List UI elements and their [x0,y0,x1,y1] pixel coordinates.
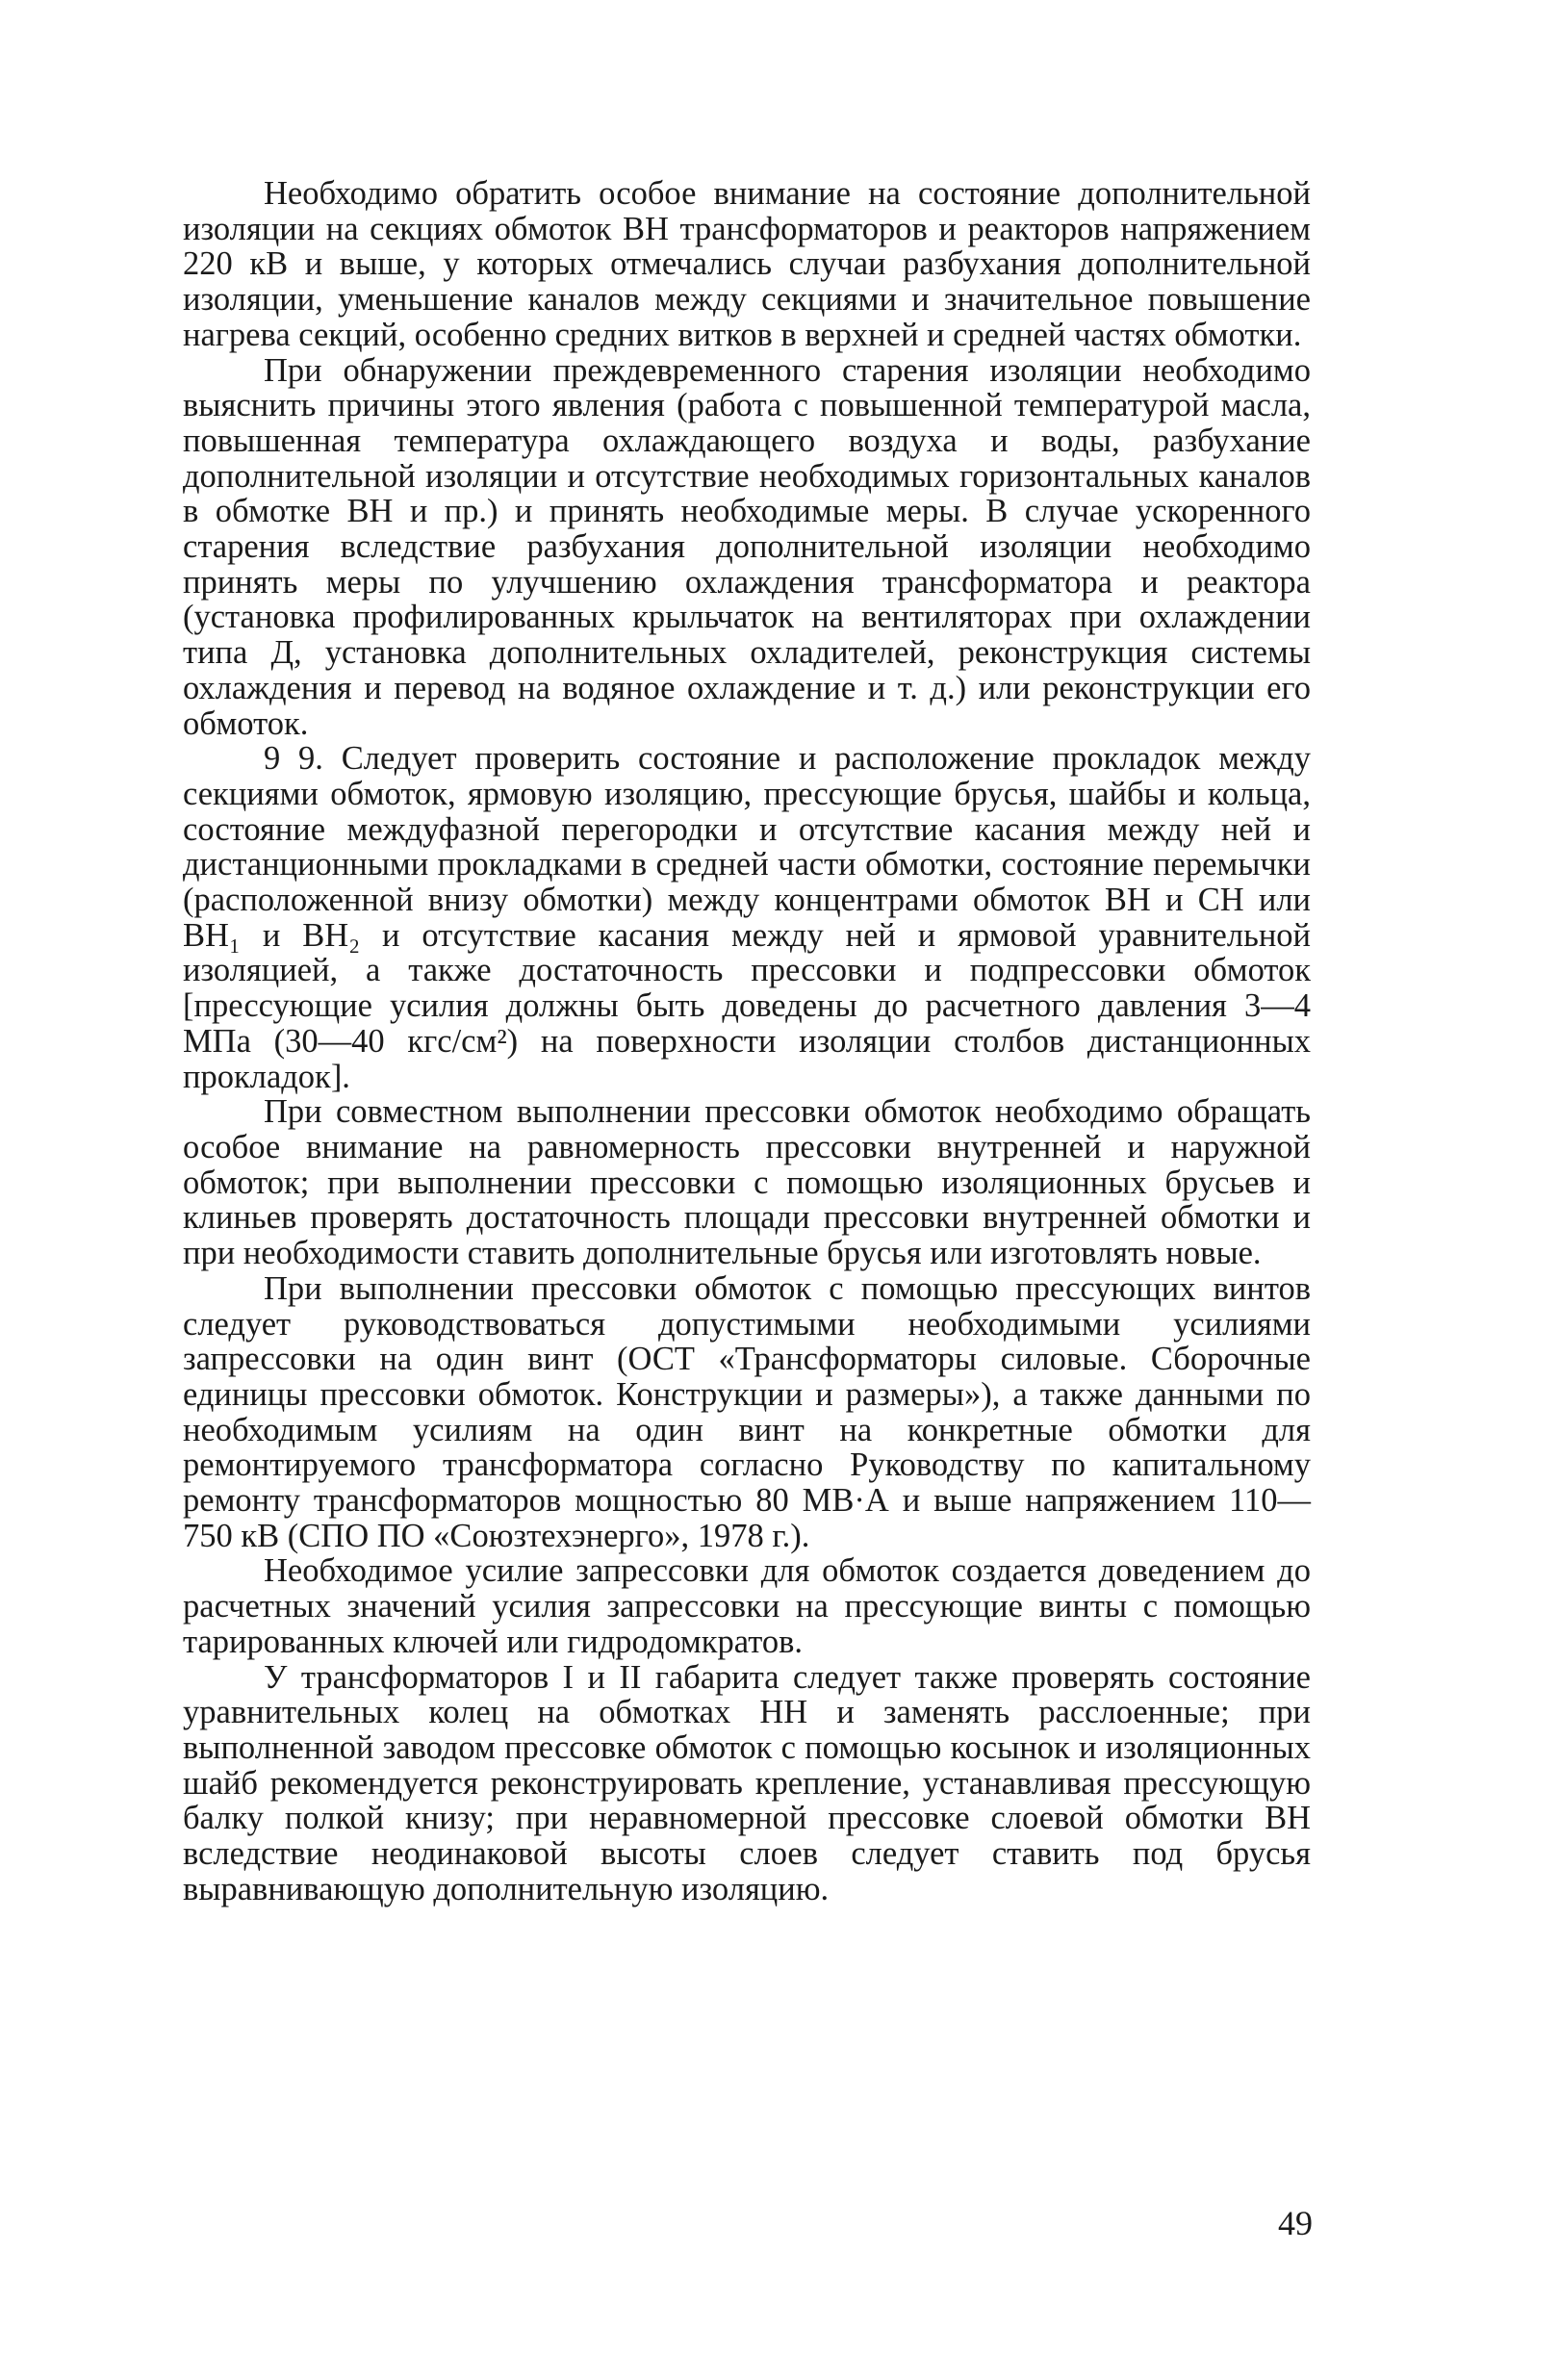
paragraph-premature-aging: При обнаружении преждевременного старения изоляции необходимо выяснить причины этого явления (работа с повышенной температурой масла, повышенная температура охлаждающего воздуха и воды, разбухание дополнительной изоляции и отсутствие необходимых горизонтальных каналов в обмотке ВН и пр.) и принять необходимые меры. В случае ускоренного старения вследствие разбухания дополнительной изоляции необходимо принять меры по улучшению охлаждения трансформатора и реактора (установка профилированных крыльчаток на вентиляторах при охлаждении типа Д, установка дополнительных охладителей, реконструкция системы охлаждения и перевод на водяное охлаждение и т. д.) или реконструкции его обмоток. [183,351,1311,742]
paragraph-insulation-attention: Необходимо обратить особое внимание на состояние дополнительной изоляции на секциях обмоток ВН трансформаторов и реакторов напряжением 220 кВ и выше, у которых отмечались случаи разбухания дополнительной изоляции, уменьшение каналов между секциями и значительное повышение нагрева секций, особенно средних витков в верхней и средней частях обмотки. [183,175,1311,353]
paragraph-9-9-check-spacers: 9 9. Следует проверить состояние и расположение прокладок между секциями обмоток, ярмовую изоляцию, прессующие брусья, шайбы и кольца, состояние междуфазной перегородки и отсутствие касания между ней и дистанционными прокладками в средней части обмотки, состояние перемычки (расположенной внизу обмотки) между концентрами обмоток ВН и СН или ВН₁ и ВН₂ и отсутствие касания между ней и ярмовой уравнительной изоляцией, а также достаточность прессовки и подпрессовки обмоток [прессующие усилия должны быть доведены до расчетного давления 3—4 МПа (30—40 кгс/см²) на поверхности изоляции столбов дистанционных прокладок]. [183,740,1311,1095]
page-number: 49 [1278,2204,1313,2242]
paragraph-joint-pressing: При совместном выполнении прессовки обмоток необходимо обращать особое внимание на равномерность прессовки внутренней и наружной обмоток; при выполнении прессовки с помощью изоляционных брусьев и клиньев проверять достаточность площади прессовки внутренней обмотки и при необходимости ставить дополнительные брусья или изготовлять новые. [183,1093,1311,1272]
body-text [183,176,1311,1907]
paragraph-pressing-force: Необходимое усилие запрессовки для обмоток создается доведением до расчетных значений усилия запрессовки на прессующие винты с помощью тарированных ключей или гидродомкратов. [183,1552,1311,1660]
paragraph-pressing-screws: При выполнении прессовки обмоток с помощью прессующих винтов следует руководствоваться допустимыми необходимыми усилиями запрессовки на один винт (ОСТ «Трансформаторы силовые. Сборочные единицы прессовки обмоток. Конструкции и размеры»), а также данными по необходимым усилиям на один винт на конкретные обмотки для ремонтируемого трансформатора согласно Руководству по капитальному ремонту трансформаторов мощностью 80 МВ·А и выше напряжением 110—750 кВ (СПО ПО «Союзтехэнерго», 1978 г.). [183,1269,1311,1554]
paragraph-transformers-size-1-2: У трансформаторов I и II габарита следует также проверять состояние уравнительных колец на обмотках НН и заменять расслоенные; при выполненной заводом прессовке обмоток с помощью косынок и изоляционных шайб рекомендуется реконструировать крепление, устанавливая прессующую балку полкой книзу; при неравномерной прессовке слоевой обмотки ВН вследствие неодинаковой высоты слоев следует ставить под брусья выравнивающую дополнительную изоляцию. [183,1658,1311,1907]
